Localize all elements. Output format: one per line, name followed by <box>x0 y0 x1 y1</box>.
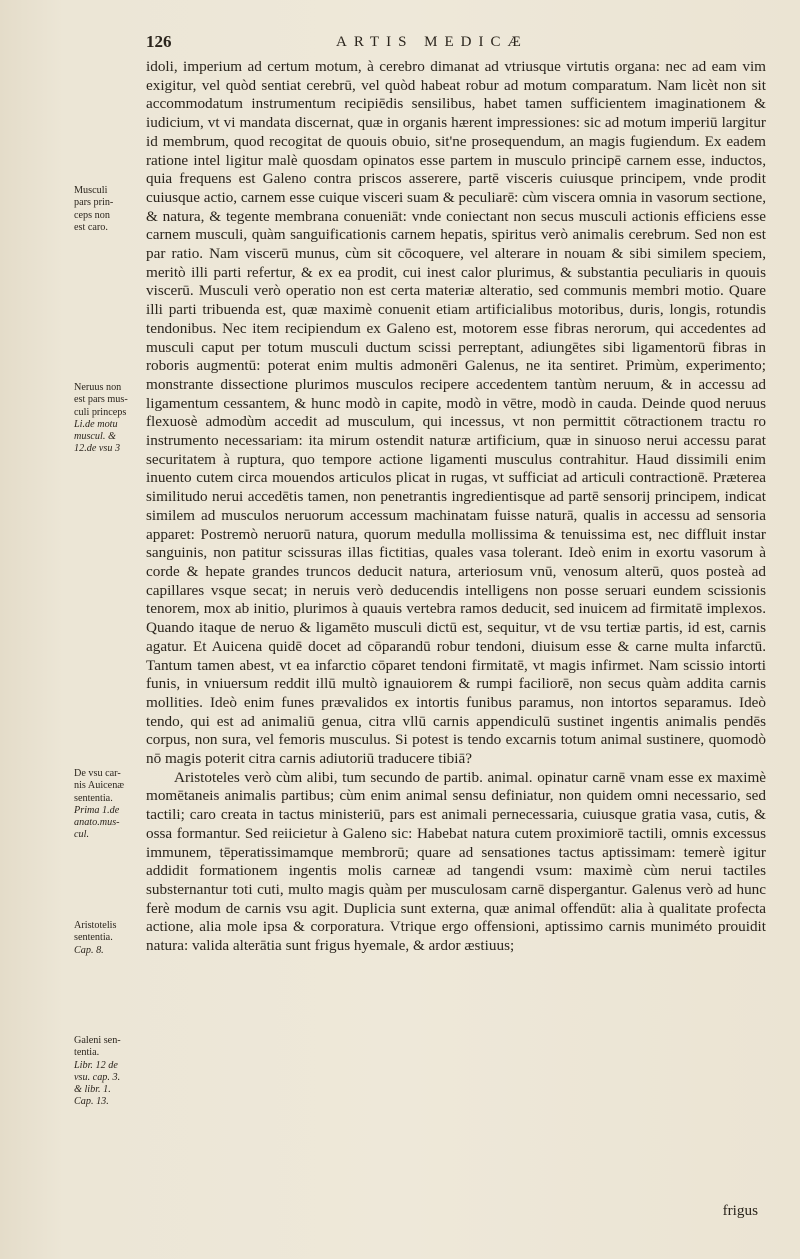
margin-note-musculi: Musculi pars prin- ceps non est caro. <box>74 185 114 233</box>
page-number: 126 <box>146 32 172 51</box>
paragraph: idoli, imperium ad certum motum, à cerebro dimanat ad vtriusque virtutis organa: nec ad eam vim exigitur, vel quòd sentiat cerebrū, vel quòd habeat robur ad motum comparatum. Nam licèt non sit accommodatum instrumentum recipiēdis sensilibus, habet tamen sufficientem imaginationem & iudicium, vt vi mandata discernat, quæ in organis hærent impressiones: sic ad motum imperiū largitur id membrum, quod recogitat de quouis obuio, sit'ne prosequendum, an magis fugiendum. Ex eadem ratione intel ligitur malè quosdam opinatos esse partem in musculo principē carnem esse, inductos, quia frequens est Galeno contra priscos asserere, partē visceris cuiusque principem, vnde prodit cuiusque actio, carnem esse cuique visceri suam & peculiarē: cùm viscera omnia in vasorum sectione, & natura, & tegente membrana conueniāt: vnde coniectant non secus musculi actionis efficiens esse carnem musculi, quàm sanguificationis carnem hepatis, spiritus verò animalis cerebrum. Sed non est par ratio. Nam viscerū munus, cùm sit cōcoquere, vel alterare in nouam & sibi similem speciem, meritò illi parti refertur, & ex ea prodit, cui inest calor plurimus, & substantia peculiaris in quouis viscerū. Musculi verò operatio non est certa materiæ alteratio, sed communis membri motio. Quare illi parti tribuenda est, quæ maximè conuenit etiam artificialibus motoribus, duris, longis, rotundis tendonibus. Nec item recipiendum ex Galeno est, motorem esse fibras nerorum, qui accedentes ad musculi caput per totum musculi ductum scissi perreptant, adiungētes sibi ligamentorū fibras in roboris augmentū: poterat enim multis admonēri Galenus, ne ita sentiret. Primùm, experimento; monstrante dissectione plurimos musculos recipere accedentem tantùm neruum, & in accessu ad ligamentum cessantem, & hunc modò in capite, modò in vētre, modò in cauda. Deinde quod neruus flexuosè admodùm accedit ad musculum, qui incessus, vt non permittit cōtractionem tractu ro instrumento necessariam: ita mirum ostendit naturæ artificium, quæ in sinuoso nerui accessu parat securitatem à ruptura, quo tempore actione ligamenti musculus contrahitur. Haud dissimili enim inuento cutem circa mouendos articulos plicat in rugas, vt sufficiat ad articuli contractionē. Præterea similitudo nerui accedētis tamen, non penetrantis ingredientisque ad partē sensorij principem, indicat similem ad musculos neruorum accessum machinatam fuisse naturā, qualis in accessu ad sensoria apparet: Postremò neruorū natura, quorum medulla mollissima & tenuissima est, nec diffluit instar sanguinis, non patitur scissuras illas fictitias, quales vasa tolerant. Ideò enim in exortu vasorum à corde & hepate grandes truncos deducit natura, arteriosum vnū, venosum alterū, quos posteà ad capillares vsque secat; in neruis verò deducendis intelligens non posse seruari eundem scissionis tenorem, mox ab initio, plurimos à quauis vertebra ramos deducit, sed inuicem ad firmitatē implexos. Quando itaque de neruo & ligamēto musculi dictū est, sequitur, vt de vsu tertiæ partis, id est, carnis agatur. Et Auicena quidē docet ad cōparandū robur tendoni, diuisum esse & carne multa infarctū. Tantum tamen abest, vt ea infarctio cōparet tendoni firmitatē, vt magis infirmet. Nam scissio intorti funis, in vniuersum reddit illū multò ignauiorem & rumpi faciliorē, non secus quàm addita carnis mollities. Ideò enim funes prævalidos ex intortis funibus paramus, non intortos separamus. Ideò tendo, qui est ad animaliū genua, citra vllū carnis appendiculū sustinet ingentis animalis pendēs corpus, non sura, vel femoris musculus. Si potest is tendo excarnis totum animal sustinere, quomodò nō magis poterit citra carnis adiutoriū traducere tibiā? <box>146 58 766 768</box>
main-text <box>146 58 766 956</box>
margin-note-auicena: De vsu car- nis Auicenæ sententia. Prima 1.de anato.mus- cul. <box>74 768 125 841</box>
margin-note-aristoteles: Aristotelis sententia. Cap. 8. <box>74 920 117 956</box>
margin-note-neruus: Neruus non est pars mus- culi princeps Li.de motu muscul. & 12.de vsu 3 <box>74 382 128 455</box>
catchword: frigus <box>722 1202 758 1219</box>
running-head: ARTIS MEDICÆ <box>336 34 528 50</box>
paragraph: Aristoteles verò cùm alibi, tum secundo de partib. animal. opinatur carnē vnam esse ex maximè momētaneis animalis partibus; cùm enim animal sensu definiatur, non quidem omni necessario, sed tactili; caro creata in tactus ministeriū, pars est animali pernecessaria, cuiusque gratia vasa, cutis, & ossa formantur. Sed reiicietur à Galeno sic: Habebat natura cutem proximiorē tactili, omnis excessus immunem, tēperatissimamque membrorū; quare ad sensationes tactus aptissimam: temerè igitur addidit formationem ingentis molis carneæ ad tangendi vsum: maximè cùm nerui tactiles substernantur toti cuti, multo magis quàm per musculosam carnē dispergantur. Galenus verò ad hunc ferè modum de carnis vsu agit. Duplicia sunt externa, quæ animal offendūt: alia à qualitate profecta actione, alia mole ipsa & corporatura. Vtrique ergo offensioni, aptissimo carnis muniméto prouidit natura: valida alterātia sunt frigus hyemale, & ardor æstiuus; <box>146 768 766 955</box>
margin-note-galeni: Galeni sen- tentia. Libr. 12 de vsu. cap. 3. & libr. 1. Cap. 13. <box>74 1035 121 1108</box>
page-header <box>146 30 766 54</box>
